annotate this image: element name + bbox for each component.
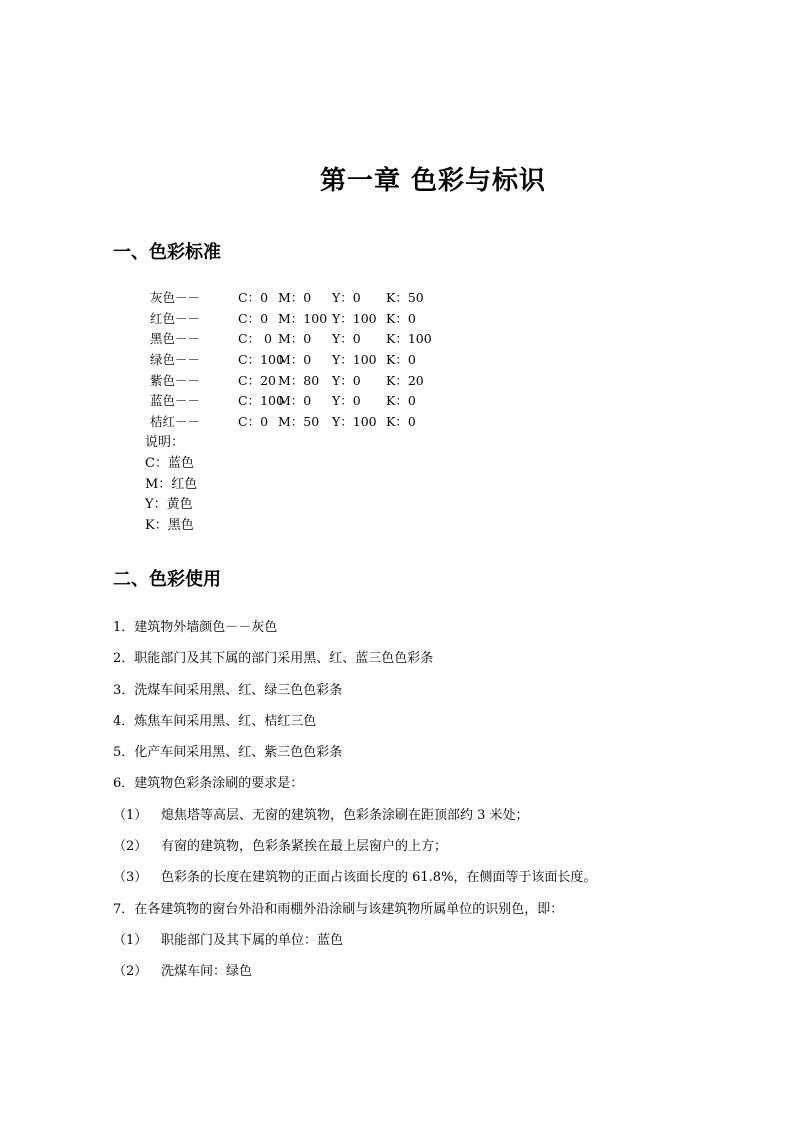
- list-item: 5．化产车间采用黑、红、紫三色色彩条: [113, 745, 343, 761]
- list-subitem: （1） 职能部门及其下属的单位：蓝色: [113, 932, 344, 948]
- list-subitem: （2） 洗煤车间：绿色: [113, 964, 253, 980]
- color-row: 绿色－－ C：100M：0 Y：100 K：0: [150, 352, 416, 368]
- color-row: 桔红－－ C：0 M：50 Y：100 K：0: [150, 414, 416, 430]
- color-row: 蓝色－－ C：100M：0 Y：0 K：0: [150, 393, 416, 409]
- list-item: 3．洗煤车间采用黑、红、绿三色色彩条: [113, 682, 343, 698]
- chapter-title: 第一章 色彩与标识: [320, 166, 547, 196]
- color-standard-list: [150, 288, 432, 433]
- color-row: 红色－－ C：0 M：100 Y：100 K：0: [150, 310, 416, 326]
- list-item: 6．建筑物色彩条涂刷的要求是：: [113, 776, 304, 792]
- list-subitem: （3） 色彩条的长度在建筑物的正面占该面长度的 61.8%，在侧面等于该面长度。: [113, 870, 597, 886]
- legend-item: M：红色: [145, 476, 198, 492]
- color-row: 紫色－－ C：20 M：80 Y：0 K：20: [150, 372, 424, 388]
- legend-item: K：黑色: [145, 518, 194, 534]
- list-subitem: （1） 熄焦塔等高层、无窗的建筑物，色彩条涂刷在距顶部约 3 米处；: [113, 807, 529, 823]
- list-item: 2．职能部门及其下属的部门采用黑、红、蓝三色色彩条: [113, 651, 434, 667]
- section-heading-color-standard: 一、色彩标准: [113, 242, 221, 263]
- legend-item: C：蓝色: [145, 455, 194, 471]
- note-label: 说明：: [145, 435, 185, 450]
- list-subitem: （2） 有窗的建筑物，色彩条紧挨在最上层窗户的上方；: [113, 839, 448, 855]
- color-usage-list: [113, 618, 596, 994]
- color-row: 黑色－－ C： 0 M：0 Y：0 K：100: [150, 331, 432, 347]
- color-row: 灰色－－ C：0 M：0 Y：0 K：50: [150, 290, 424, 305]
- list-item: 4．炼焦车间采用黑、红、桔红三色: [113, 713, 317, 729]
- section-heading-color-usage: 二、色彩使用: [113, 569, 221, 590]
- cmyk-legend: [145, 433, 197, 537]
- list-item: 1．建筑物外墙颜色－－灰色: [113, 620, 278, 635]
- legend-item: Y：黄色: [145, 497, 193, 513]
- list-item: 7．在各建筑物的窗台外沿和雨棚外沿涂刷与该建筑物所属单位的识别色，即：: [113, 901, 564, 917]
